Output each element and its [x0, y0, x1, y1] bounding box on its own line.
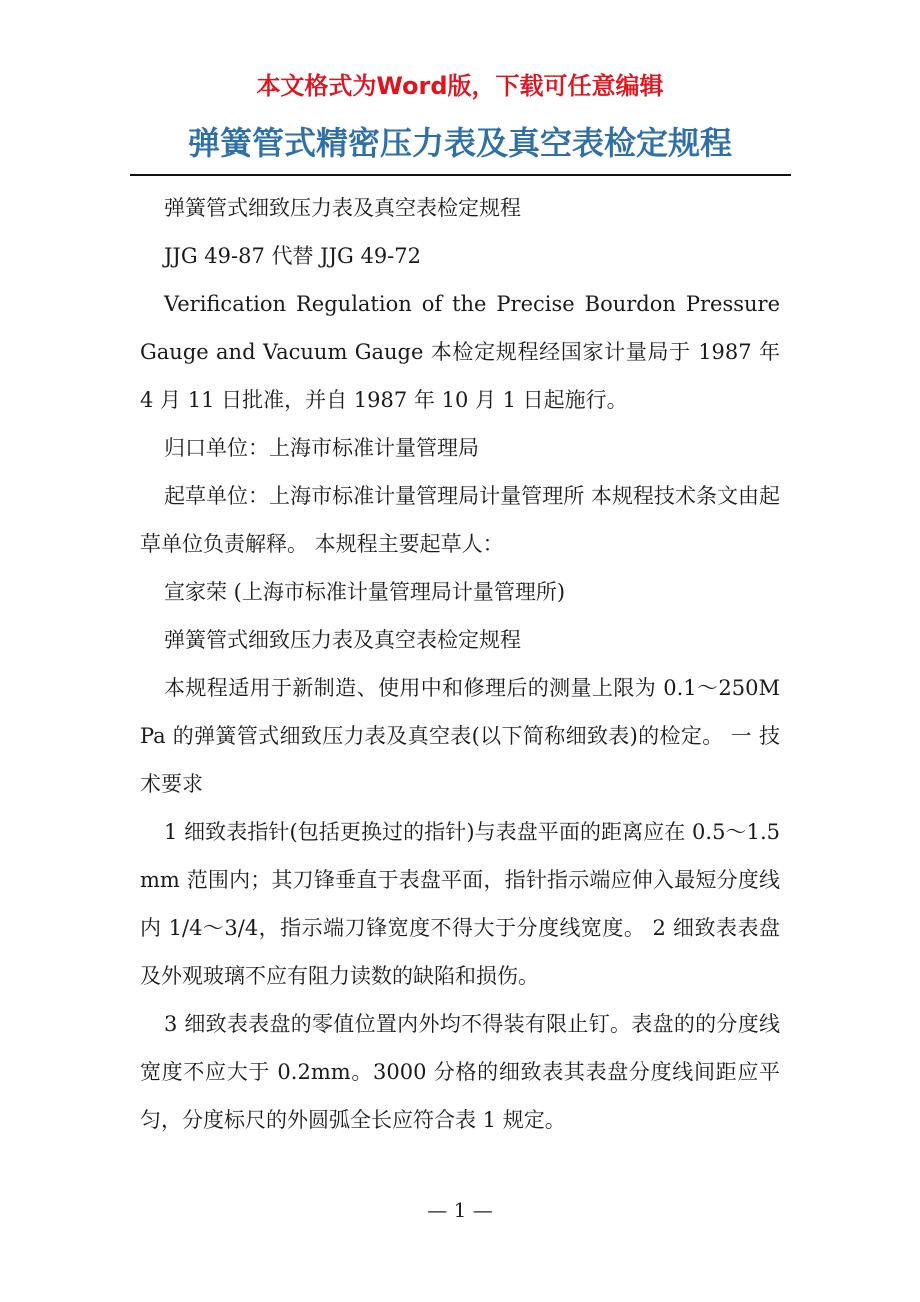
- body-paragraph: 宣家荣 (上海市标准计量管理局计量管理所): [164, 580, 566, 604]
- page-number: — 1 —: [427, 1198, 493, 1222]
- document-body: [140, 184, 780, 1144]
- body-paragraph: Verification Regulation of the Precise Bourdon Pressure Gauge and Vacuum Gauge 本检定规程经国家计量局于 1987 年 4 月 11 日批准，并自 1987 年 10 月 1 日起施行。: [140, 292, 780, 412]
- body-paragraph: 弹簧管式细致压力表及真空表检定规程: [164, 196, 521, 220]
- body-paragraph: JJG 49-87 代替 JJG 49-72: [164, 244, 422, 268]
- body-paragraph: 弹簧管式细致压力表及真空表检定规程: [164, 628, 521, 652]
- title-divider: [130, 174, 791, 176]
- body-paragraph: 归口单位：上海市标准计量管理局: [164, 436, 479, 460]
- body-paragraph: 本规程适用于新制造、使用中和修理后的测量上限为 0.1～250MPa 的弹簧管式细致压力表及真空表(以下简称细致表)的检定。 一 技术要求: [140, 676, 780, 796]
- body-paragraph: 起草单位：上海市标准计量管理局计量管理所 本规程技术条文由起草单位负责解释。 本规程主要起草人：: [140, 484, 780, 556]
- body-paragraph: 3 细致表表盘的零值位置内外均不得装有限止钉。表盘的的分度线宽度不应大于 0.2mm。3000 分格的细致表其表盘分度线间距应平匀，分度标尺的外圆弧全长应符合表 1 规定。: [140, 1012, 780, 1132]
- body-paragraph: 1 细致表指针(包括更换过的指针)与表盘平面的距离应在 0.5～1.5mm 范围内；其刀锋垂直于表盘平面，指针指示端应伸入最短分度线内 1/4～3/4，指示端刀锋宽度不得大于分度线宽度。 2 细致表表盘及外观玻璃不应有阻力读数的缺陷和损伤。: [140, 820, 780, 988]
- download-banner: 本文格式为Word版，下载可任意编辑: [256, 72, 664, 100]
- document-title: 弹簧管式精密压力表及真空表检定规程: [187, 124, 732, 162]
